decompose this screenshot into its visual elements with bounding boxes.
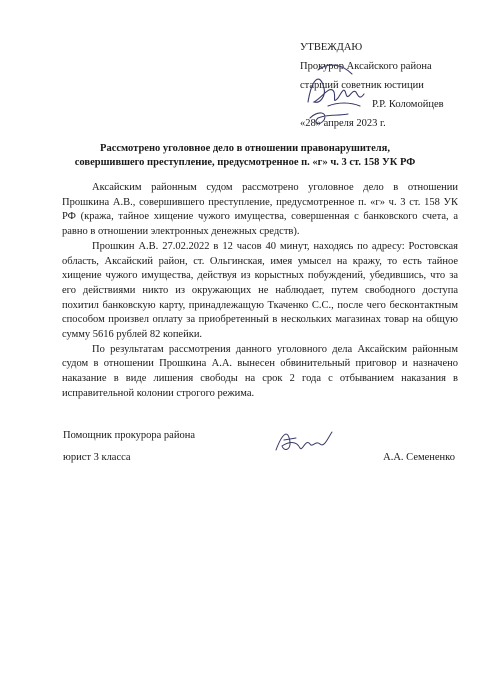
approval-heading: УТВЕЖДАЮ: [300, 42, 363, 53]
document-title: [40, 142, 450, 170]
assistant-rank: юрист 3 класса: [63, 452, 131, 463]
approval-rank: старший советник юстиции: [300, 80, 424, 91]
body-paragraph-3: По результатам рассмотрения данного уголовного дела Аксайским районным судом в отношении Прошкина А.А. вынесен обвинительный приговор и назначено наказание в виде лишения свободы на срок 2 года с отбыванием наказания в исправительной колонии строгого режима.: [62, 343, 458, 399]
approval-date: «28» апреля 2023 г.: [300, 118, 386, 129]
assistant-name: А.А. Семененко: [383, 452, 455, 463]
approval-block: [300, 38, 475, 133]
title-line-2: совершившего преступление, предусмотренное п. «г» ч. 3 ст. 158 УК РФ: [74, 157, 416, 168]
title-line-1: Рассмотрено уголовное дело в отношении правонарушителя,: [100, 143, 390, 154]
assistant-position: Помощник прокурора района: [63, 430, 195, 441]
approval-name-line: [300, 95, 475, 114]
body-paragraph-1: Аксайским районным судом рассмотрено уголовное дело в отношении Прошкина А.В., совершившего преступление, предусмотренное п. «г» ч. 3 ст. 158 УК РФ (кража, тайное хищение чужого имущества, совершенная с банковского счета, а равно в отношении электронных денежных средств).: [62, 182, 458, 238]
body-paragraph-2: Прошкин А.В. 27.02.2022 в 12 часов 40 минут, находясь по адресу: Ростовская область, Аксайский район, ст. Ольгинская, имея умысел на кражу, то есть тайное хищение чужого имущества, действуя из корыстных побуждений, убедившись, что за его действиями никто из окружающих не наблюдает, путем свободного доступа похитил банковскую карту, принадлежащую Ткаченко С.С., после чего бесконтактным способом произвел оплату за приобретенный в нескольких магазинах товар на общую сумму 5616 рублей 82 копейки.: [62, 240, 458, 341]
signature-block: [63, 425, 463, 469]
document-body: [62, 181, 458, 402]
approval-name: Р.Р. Коломойцев: [372, 99, 444, 110]
approval-position: Прокурор Аксайского района: [300, 61, 432, 72]
